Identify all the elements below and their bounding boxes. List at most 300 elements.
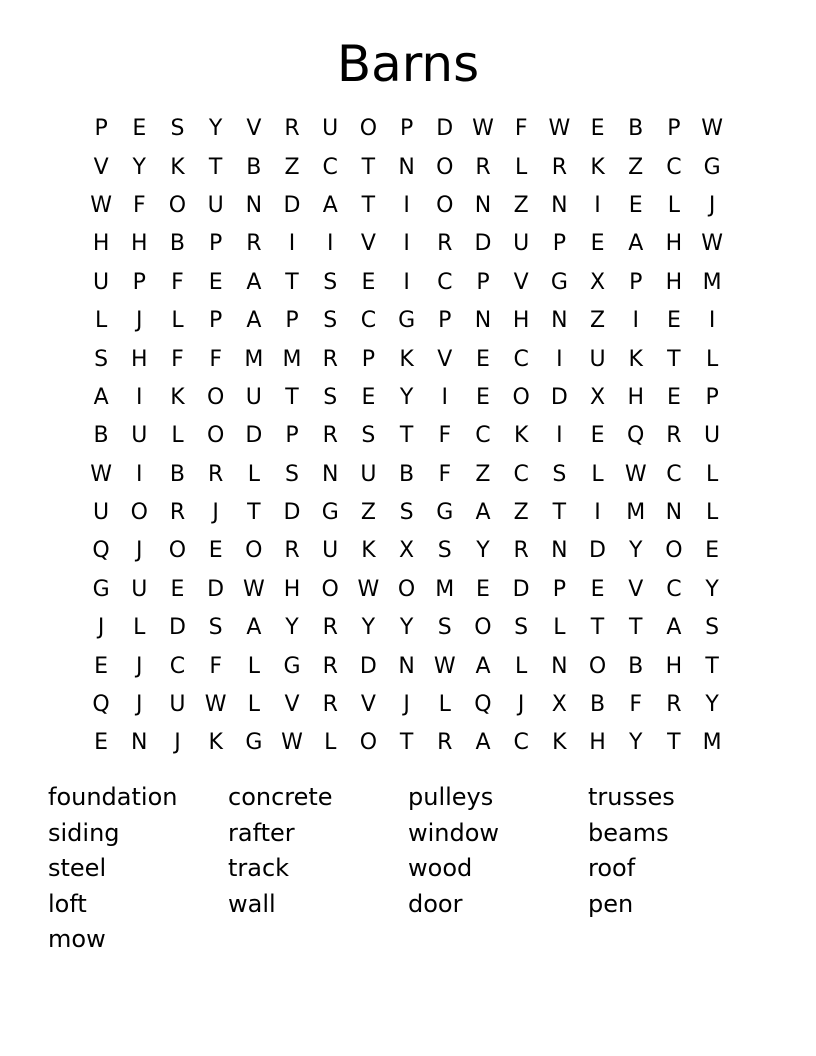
grid-letter: I bbox=[136, 461, 143, 487]
grid-row bbox=[82, 494, 732, 532]
grid-letter: K bbox=[170, 154, 185, 180]
grid-letter: V bbox=[437, 346, 453, 372]
grid-letter: S bbox=[705, 615, 720, 641]
grid-letter: I bbox=[441, 384, 449, 410]
grid-letter: U bbox=[589, 346, 606, 372]
page-title: Barns bbox=[336, 35, 480, 93]
grid-row bbox=[82, 148, 732, 186]
grid-letter: Q bbox=[92, 538, 110, 564]
grid-letter: S bbox=[323, 269, 338, 295]
grid-row bbox=[82, 456, 732, 494]
grid-letter: N bbox=[245, 192, 263, 218]
grid-letter: K bbox=[552, 730, 567, 756]
grid-letter: U bbox=[93, 500, 110, 526]
grid-letter: R bbox=[322, 653, 338, 679]
word-list-item: wall bbox=[228, 889, 276, 918]
letter-grid bbox=[82, 110, 732, 763]
grid-letter: L bbox=[591, 461, 604, 487]
grid-letter: C bbox=[666, 576, 682, 602]
word-list-row bbox=[48, 780, 768, 816]
grid-letter: U bbox=[93, 269, 110, 295]
grid-letter: N bbox=[131, 730, 148, 756]
grid-letter: T bbox=[399, 423, 414, 449]
grid-letter: M bbox=[626, 500, 646, 526]
grid-letter: D bbox=[283, 500, 301, 526]
grid-letter: E bbox=[94, 730, 109, 756]
grid-letter: V bbox=[360, 231, 376, 257]
grid-letter: N bbox=[551, 308, 568, 334]
grid-letter: R bbox=[666, 423, 682, 449]
grid-row bbox=[82, 647, 732, 685]
grid-letter: U bbox=[245, 384, 262, 410]
grid-letter: O bbox=[359, 116, 378, 142]
grid-letter: W bbox=[281, 730, 303, 756]
grid-letter: E bbox=[628, 192, 643, 218]
grid-letter: P bbox=[399, 116, 414, 142]
grid-row bbox=[82, 302, 732, 340]
grid-letter: P bbox=[552, 576, 566, 602]
grid-letter: M bbox=[435, 576, 455, 602]
grid-letter: O bbox=[206, 423, 225, 449]
grid-letter: T bbox=[552, 500, 567, 526]
grid-letter: N bbox=[398, 154, 415, 180]
word-list-item: steel bbox=[48, 854, 107, 883]
grid-letter: C bbox=[475, 423, 491, 449]
grid-letter: P bbox=[705, 384, 719, 410]
word-list-item: siding bbox=[48, 818, 120, 847]
grid-letter: A bbox=[475, 730, 491, 756]
grid-letter: R bbox=[208, 461, 224, 487]
grid-letter: N bbox=[321, 461, 339, 487]
grid-letter: R bbox=[551, 154, 567, 180]
word-list-item: foundation bbox=[48, 783, 178, 812]
grid-letter: V bbox=[628, 576, 644, 602]
grid-letter: I bbox=[403, 269, 410, 295]
grid-row bbox=[82, 225, 732, 263]
grid-letter: E bbox=[208, 538, 223, 564]
grid-letter: S bbox=[361, 423, 376, 449]
grid-letter: N bbox=[474, 308, 492, 334]
grid-letter: S bbox=[170, 116, 185, 142]
grid-letter: U bbox=[131, 423, 148, 449]
grid-letter: Y bbox=[628, 538, 643, 564]
grid-letter: N bbox=[665, 500, 683, 526]
grid-letter: Q bbox=[474, 692, 492, 718]
grid-letter: Y bbox=[285, 615, 299, 641]
grid-letter: T bbox=[667, 346, 681, 372]
grid-letter: K bbox=[208, 730, 223, 756]
grid-letter: C bbox=[169, 653, 186, 679]
grid-letter: H bbox=[131, 346, 148, 372]
grid-letter: U bbox=[207, 192, 224, 218]
grid-letter: E bbox=[476, 576, 490, 602]
grid-letter: A bbox=[475, 653, 491, 679]
word-list-item: concrete bbox=[228, 783, 333, 812]
grid-letter: G bbox=[245, 730, 263, 756]
grid-letter: J bbox=[403, 692, 410, 718]
grid-letter: R bbox=[322, 692, 338, 718]
grid-letter: V bbox=[360, 692, 376, 718]
grid-letter: W bbox=[433, 653, 456, 679]
grid-row bbox=[82, 110, 732, 148]
grid-letter: E bbox=[94, 653, 109, 679]
grid-letter: T bbox=[285, 269, 299, 295]
grid-letter: J bbox=[708, 192, 716, 218]
grid-letter: P bbox=[361, 346, 376, 372]
grid-letter: B bbox=[589, 692, 606, 718]
grid-letter: A bbox=[246, 269, 262, 295]
grid-letter: D bbox=[550, 384, 568, 410]
grid-letter: O bbox=[359, 730, 378, 756]
grid-letter: C bbox=[513, 346, 529, 372]
grid-letter: L bbox=[705, 461, 719, 487]
grid-letter: T bbox=[705, 653, 719, 679]
grid-letter: T bbox=[399, 730, 414, 756]
grid-letter: T bbox=[361, 192, 376, 218]
grid-letter: U bbox=[322, 116, 339, 142]
grid-letter: Z bbox=[475, 461, 491, 487]
grid-letter: D bbox=[245, 423, 263, 449]
grid-letter: P bbox=[476, 269, 490, 295]
grid-letter: O bbox=[588, 653, 607, 679]
grid-letter: C bbox=[666, 461, 682, 487]
grid-letter: E bbox=[170, 576, 185, 602]
grid-row bbox=[82, 571, 732, 609]
grid-letter: P bbox=[285, 423, 299, 449]
grid-letter: V bbox=[246, 116, 262, 142]
grid-letter: X bbox=[589, 384, 606, 410]
grid-letter: G bbox=[92, 576, 110, 602]
grid-letter: G bbox=[321, 500, 339, 526]
grid-letter: O bbox=[397, 576, 416, 602]
grid-row bbox=[82, 417, 732, 455]
grid-letter: H bbox=[512, 308, 530, 334]
grid-letter: U bbox=[322, 538, 339, 564]
grid-letter: W bbox=[90, 461, 112, 487]
grid-letter: D bbox=[512, 576, 530, 602]
grid-row bbox=[82, 532, 732, 570]
grid-letter: W bbox=[701, 116, 723, 142]
grid-letter: E bbox=[476, 384, 490, 410]
word-list-item: window bbox=[408, 818, 500, 847]
grid-letter: J bbox=[212, 500, 219, 526]
grid-letter: D bbox=[436, 116, 454, 142]
grid-row bbox=[82, 609, 732, 647]
grid-letter: F bbox=[171, 269, 184, 295]
grid-letter: W bbox=[624, 461, 647, 487]
grid-letter: Y bbox=[705, 576, 719, 602]
grid-letter: N bbox=[551, 192, 568, 218]
grid-letter: A bbox=[666, 615, 682, 641]
word-list-row bbox=[48, 887, 768, 923]
grid-letter: T bbox=[247, 500, 261, 526]
grid-letter: R bbox=[322, 615, 338, 641]
grid-letter: Z bbox=[360, 500, 376, 526]
grid-letter: O bbox=[436, 192, 454, 218]
grid-letter: N bbox=[398, 653, 415, 679]
grid-letter: R bbox=[666, 692, 682, 718]
grid-letter: F bbox=[171, 346, 184, 372]
word-list-row bbox=[48, 922, 768, 958]
grid-row bbox=[82, 686, 732, 724]
grid-letter: L bbox=[705, 346, 719, 372]
grid-letter: S bbox=[208, 615, 223, 641]
grid-letter: E bbox=[590, 423, 605, 449]
grid-letter: O bbox=[206, 384, 225, 410]
grid-letter: B bbox=[169, 461, 186, 487]
grid-letter: F bbox=[438, 423, 452, 449]
grid-letter: O bbox=[245, 538, 263, 564]
word-list bbox=[48, 780, 768, 958]
grid-letter: I bbox=[403, 192, 410, 218]
grid-letter: M bbox=[702, 730, 722, 756]
grid-letter: I bbox=[403, 231, 410, 257]
grid-letter: Z bbox=[513, 500, 529, 526]
grid-letter: T bbox=[667, 730, 681, 756]
grid-letter: T bbox=[628, 615, 643, 641]
grid-letter: H bbox=[589, 730, 606, 756]
word-list-item: mow bbox=[48, 925, 106, 954]
grid-letter: X bbox=[399, 538, 415, 564]
grid-letter: P bbox=[209, 308, 223, 334]
grid-letter: Q bbox=[627, 423, 645, 449]
grid-letter: Y bbox=[208, 116, 223, 142]
word-list-item: loft bbox=[48, 889, 87, 918]
grid-letter: W bbox=[242, 576, 265, 602]
word-list-item: rafter bbox=[228, 818, 295, 847]
grid-letter: B bbox=[246, 154, 262, 180]
grid-letter: L bbox=[133, 615, 146, 641]
grid-letter: G bbox=[550, 269, 568, 295]
grid-letter: O bbox=[436, 154, 454, 180]
grid-letter: H bbox=[131, 231, 148, 257]
grid-letter: R bbox=[322, 423, 338, 449]
grid-letter: R bbox=[437, 231, 453, 257]
word-list-row bbox=[48, 851, 768, 887]
grid-letter: W bbox=[472, 116, 494, 142]
grid-letter: R bbox=[513, 538, 529, 564]
grid-letter: G bbox=[283, 653, 301, 679]
grid-letter: V bbox=[513, 269, 529, 295]
grid-letter: E bbox=[590, 231, 605, 257]
grid-letter: B bbox=[93, 423, 109, 449]
grid-letter: D bbox=[283, 192, 301, 218]
grid-letter: S bbox=[94, 346, 109, 372]
grid-letter: R bbox=[246, 231, 262, 257]
grid-letter: T bbox=[285, 384, 299, 410]
grid-letter: E bbox=[705, 538, 720, 564]
grid-letter: G bbox=[398, 308, 416, 334]
grid-letter: M bbox=[702, 269, 722, 295]
grid-letter: I bbox=[326, 231, 334, 257]
grid-letter: H bbox=[92, 231, 110, 257]
grid-letter: M bbox=[282, 346, 302, 372]
grid-letter: P bbox=[552, 231, 566, 257]
grid-letter: E bbox=[666, 308, 681, 334]
grid-letter: L bbox=[515, 653, 528, 679]
grid-letter: I bbox=[136, 384, 143, 410]
grid-letter: B bbox=[628, 653, 644, 679]
grid-letter: P bbox=[209, 231, 223, 257]
grid-letter: Y bbox=[132, 154, 146, 180]
grid-letter: G bbox=[703, 154, 721, 180]
grid-letter: H bbox=[665, 269, 683, 295]
grid-letter: A bbox=[322, 192, 338, 218]
grid-letter: H bbox=[665, 231, 683, 257]
word-list-item: trusses bbox=[588, 783, 675, 812]
grid-letter: K bbox=[628, 346, 643, 372]
grid-letter: D bbox=[168, 615, 186, 641]
grid-letter: S bbox=[437, 538, 452, 564]
grid-letter: Y bbox=[399, 384, 414, 410]
grid-letter: E bbox=[590, 576, 605, 602]
word-list-item: track bbox=[228, 854, 290, 883]
grid-letter: P bbox=[438, 308, 452, 334]
grid-letter: J bbox=[136, 692, 143, 718]
grid-letter: H bbox=[665, 653, 683, 679]
grid-letter: J bbox=[136, 308, 143, 334]
grid-letter: J bbox=[174, 730, 181, 756]
grid-letter: L bbox=[324, 730, 337, 756]
grid-letter: T bbox=[590, 615, 605, 641]
grid-row bbox=[82, 724, 732, 762]
grid-letter: H bbox=[627, 384, 644, 410]
grid-letter: C bbox=[322, 154, 338, 180]
grid-letter: J bbox=[136, 653, 143, 679]
grid-letter: R bbox=[437, 730, 453, 756]
grid-letter: C bbox=[513, 730, 529, 756]
grid-letter: T bbox=[361, 154, 376, 180]
grid-letter: E bbox=[132, 116, 147, 142]
word-list-item: pen bbox=[588, 889, 634, 918]
grid-letter: C bbox=[437, 269, 453, 295]
grid-letter: L bbox=[171, 423, 184, 449]
grid-letter: X bbox=[551, 692, 567, 718]
grid-letter: A bbox=[246, 308, 262, 334]
grid-letter: P bbox=[667, 116, 681, 142]
grid-letter: V bbox=[93, 154, 109, 180]
grid-row bbox=[82, 340, 732, 378]
grid-letter: O bbox=[474, 615, 492, 641]
grid-letter: O bbox=[512, 384, 530, 410]
grid-letter: J bbox=[517, 692, 525, 718]
grid-letter: N bbox=[551, 653, 568, 679]
grid-letter: L bbox=[438, 692, 451, 718]
grid-letter: O bbox=[665, 538, 683, 564]
grid-letter: U bbox=[360, 461, 377, 487]
grid-letter: N bbox=[474, 192, 492, 218]
grid-letter: Z bbox=[513, 192, 529, 218]
grid-row bbox=[82, 264, 732, 302]
grid-letter: R bbox=[284, 538, 300, 564]
grid-letter: O bbox=[168, 538, 187, 564]
grid-letter: C bbox=[513, 461, 529, 487]
grid-letter: A bbox=[628, 231, 644, 257]
grid-letter: A bbox=[475, 500, 491, 526]
grid-letter: B bbox=[628, 116, 644, 142]
grid-letter: W bbox=[701, 231, 723, 257]
grid-letter: P bbox=[285, 308, 299, 334]
grid-letter: A bbox=[246, 615, 262, 641]
grid-letter: I bbox=[632, 308, 639, 334]
grid-letter: L bbox=[667, 192, 681, 218]
grid-letter: R bbox=[322, 346, 338, 372]
grid-letter: I bbox=[556, 346, 563, 372]
grid-letter: F bbox=[209, 346, 222, 372]
grid-letter: U bbox=[169, 692, 186, 718]
grid-letter: S bbox=[514, 615, 529, 641]
grid-letter: Z bbox=[284, 154, 300, 180]
grid-letter: I bbox=[556, 423, 563, 449]
grid-letter: I bbox=[708, 308, 716, 334]
word-list-item: door bbox=[408, 889, 463, 918]
grid-letter: E bbox=[208, 269, 223, 295]
grid-letter: D bbox=[359, 653, 377, 679]
grid-letter: E bbox=[361, 269, 376, 295]
grid-letter: B bbox=[399, 461, 415, 487]
grid-letter: P bbox=[629, 269, 643, 295]
grid-letter: E bbox=[590, 116, 605, 142]
grid-letter: F bbox=[209, 653, 222, 679]
grid-letter: P bbox=[94, 116, 108, 142]
grid-letter: U bbox=[513, 231, 530, 257]
grid-letter: L bbox=[553, 615, 566, 641]
grid-letter: L bbox=[705, 500, 719, 526]
grid-letter: C bbox=[360, 308, 377, 334]
grid-letter: L bbox=[171, 308, 184, 334]
word-list-item: roof bbox=[588, 854, 636, 883]
grid-letter: L bbox=[94, 308, 108, 334]
grid-letter: W bbox=[204, 692, 227, 718]
grid-letter: Z bbox=[628, 154, 644, 180]
word-list-item: pulleys bbox=[408, 783, 494, 812]
grid-letter: Y bbox=[476, 538, 490, 564]
grid-letter: J bbox=[136, 538, 143, 564]
grid-letter: O bbox=[168, 192, 187, 218]
grid-letter: Y bbox=[399, 615, 414, 641]
grid-letter: K bbox=[590, 154, 605, 180]
grid-letter: K bbox=[513, 423, 529, 449]
grid-letter: F bbox=[132, 192, 146, 218]
grid-letter: R bbox=[284, 116, 300, 142]
grid-letter: S bbox=[437, 615, 452, 641]
grid-letter: E bbox=[476, 346, 490, 372]
grid-letter: F bbox=[438, 461, 452, 487]
grid-letter: G bbox=[436, 500, 454, 526]
grid-letter: D bbox=[207, 576, 225, 602]
grid-letter: Z bbox=[589, 308, 606, 334]
grid-letter: C bbox=[666, 154, 682, 180]
grid-letter: K bbox=[399, 346, 414, 372]
grid-letter: L bbox=[515, 154, 528, 180]
word-list-row bbox=[48, 816, 768, 852]
grid-letter: J bbox=[97, 615, 105, 641]
grid-letter: R bbox=[169, 500, 186, 526]
grid-letter: U bbox=[131, 576, 148, 602]
grid-letter: M bbox=[244, 346, 264, 372]
grid-letter: L bbox=[247, 692, 260, 718]
word-list-item: beams bbox=[588, 818, 669, 847]
grid-letter: F bbox=[629, 692, 643, 718]
grid-letter: I bbox=[288, 231, 296, 257]
grid-letter: K bbox=[170, 384, 185, 410]
grid-letter: O bbox=[130, 500, 148, 526]
grid-letter: S bbox=[323, 308, 338, 334]
grid-letter: U bbox=[704, 423, 721, 449]
grid-row bbox=[82, 379, 732, 417]
grid-letter: I bbox=[594, 192, 601, 218]
grid-letter: K bbox=[361, 538, 376, 564]
